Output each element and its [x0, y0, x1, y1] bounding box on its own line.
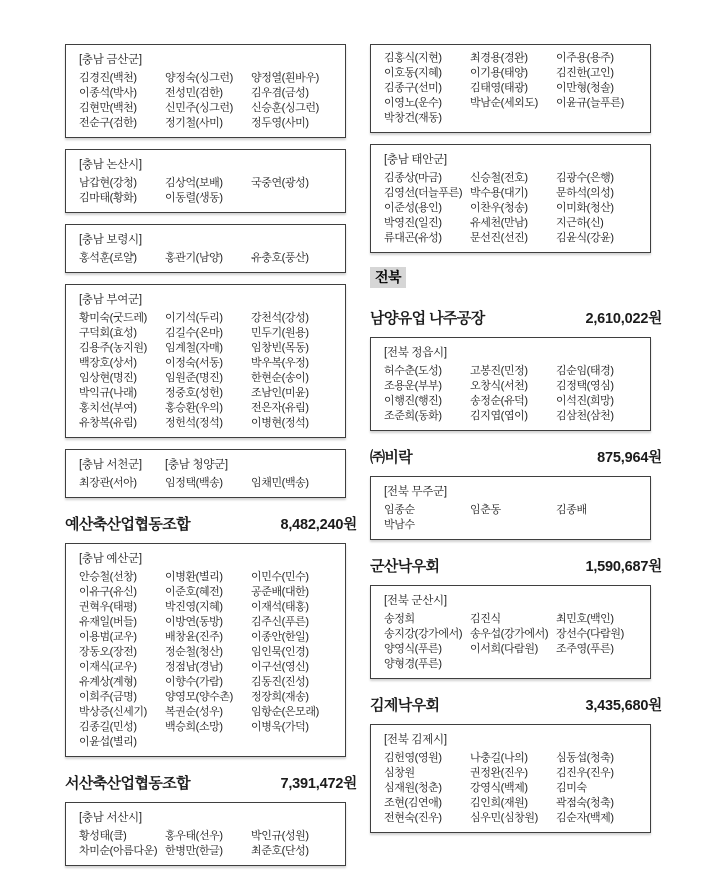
name-entry: 김진한(고인) — [556, 67, 614, 79]
name-entry: 임종순 — [384, 504, 415, 516]
org-amount: 875,964원 — [597, 450, 662, 466]
org-amount: 8,482,240원 — [280, 517, 357, 533]
name-row — [79, 341, 337, 356]
name-entry: 차미순(아름다운) — [79, 845, 158, 857]
name-entry: 박영진(일진) — [384, 217, 442, 229]
name-entry: 조용운(부부) — [384, 380, 442, 392]
name-row — [384, 642, 642, 657]
name-entry: 공준배(대한) — [251, 586, 309, 598]
region-box — [370, 476, 651, 540]
name-entry: 이서희(다람원) — [470, 643, 538, 655]
name-entry: 김헌영(영원) — [384, 752, 442, 764]
org-header — [370, 446, 662, 467]
name-entry: 이동렬(생동) — [165, 192, 223, 204]
name-entry: 이재석(태홍) — [251, 601, 309, 613]
org-name: 남양유업 나주공장 — [370, 310, 485, 327]
name-entry: 이용범(교우) — [79, 631, 137, 643]
name-row — [79, 615, 337, 630]
name-row — [79, 630, 337, 645]
name-row — [79, 326, 337, 341]
region-header-row — [79, 550, 337, 568]
region-header-row — [79, 156, 337, 174]
name-entry: 김종길(민성) — [79, 721, 137, 733]
name-row — [384, 394, 642, 409]
name-row — [384, 66, 642, 81]
region-header-row — [79, 809, 337, 827]
region-box — [370, 585, 651, 679]
name-row — [79, 476, 337, 491]
name-row — [384, 186, 642, 201]
name-entry: 김종상(마금) — [384, 172, 442, 184]
name-row — [79, 71, 337, 86]
name-entry: 심우민(심창원) — [470, 812, 538, 824]
name-row — [79, 600, 337, 615]
province-badge: 전북 — [370, 267, 406, 288]
region-label: [충남 금산군] — [79, 54, 142, 66]
name-row — [79, 386, 337, 401]
right-column — [370, 44, 662, 877]
name-entry: 이윤섭(별리) — [79, 736, 137, 748]
region-box — [370, 724, 651, 833]
name-entry: 박우복(우정) — [251, 357, 309, 369]
name-entry: 이정숙(서동) — [165, 357, 223, 369]
name-entry: 황미숙(굿드레) — [79, 312, 147, 324]
name-entry: 홍승환(우의) — [165, 402, 223, 414]
name-row — [79, 705, 337, 720]
name-entry: 김순자(백제) — [556, 812, 614, 824]
name-entry: 이민수(민수) — [251, 571, 309, 583]
name-entry: 김진식 — [470, 613, 501, 625]
name-entry: 김경진(백천) — [79, 72, 137, 84]
name-row — [384, 111, 642, 126]
name-entry: 이준성(용인) — [384, 202, 442, 214]
name-row — [79, 356, 337, 371]
name-row — [384, 657, 642, 672]
name-entry: 조주영(푸른) — [556, 643, 614, 655]
name-entry: 김인희(재원) — [470, 797, 528, 809]
org-name: 김제낙우회 — [370, 697, 440, 714]
name-entry: 정두영(사미) — [251, 117, 309, 129]
name-entry: 김홍식(지현) — [384, 52, 442, 64]
name-row — [79, 690, 337, 705]
name-entry: 김삼천(삼천) — [556, 410, 614, 422]
region-header-row — [79, 231, 337, 249]
name-entry: 국중연(광성) — [251, 177, 309, 189]
region-label: [충남 보령시] — [79, 234, 142, 246]
name-entry: 김현만(백천) — [79, 102, 137, 114]
name-entry: 박인규(성원) — [251, 830, 309, 842]
name-entry: 유창복(유림) — [79, 417, 137, 429]
name-entry: 신승철(전호) — [470, 172, 528, 184]
name-entry: 양정숙(싱그런) — [165, 72, 233, 84]
name-entry: 최경용(경완) — [470, 52, 528, 64]
name-entry: 홍석훈(로얄) — [79, 252, 137, 264]
name-entry: 김태영(태광) — [470, 82, 528, 94]
region-label: [전북 김제시] — [384, 734, 447, 746]
name-entry: 이기석(두리) — [165, 312, 223, 324]
name-entry: 임춘동 — [470, 504, 501, 516]
name-entry: 임계철(자매) — [165, 342, 223, 354]
name-entry: 박창건(재동) — [384, 112, 442, 124]
org-header — [65, 513, 357, 534]
region-header-row — [384, 592, 642, 610]
name-entry: 임원준(명진) — [165, 372, 223, 384]
name-row — [384, 766, 642, 781]
name-entry: 복권순(성우) — [165, 706, 223, 718]
name-entry: 배창윤(진주) — [165, 631, 223, 643]
region-label: [전북 군산시] — [384, 595, 447, 607]
name-entry: 송정희 — [384, 613, 415, 625]
name-entry: 정헌석(정석) — [165, 417, 223, 429]
name-entry: 박남수 — [384, 519, 415, 531]
region-label: [충남 청양군] — [165, 459, 228, 471]
name-row — [79, 660, 337, 675]
name-entry: 김주신(푸른) — [251, 616, 309, 628]
name-entry: 구덕회(효성) — [79, 327, 137, 339]
region-box — [65, 284, 346, 438]
name-entry: 이행진(행진) — [384, 395, 442, 407]
name-entry: 임상현(명진) — [79, 372, 137, 384]
name-row — [79, 645, 337, 660]
region-header-row — [79, 51, 337, 69]
region-label: [전북 무주군] — [384, 486, 447, 498]
name-entry: 양형경(푸른) — [384, 658, 442, 670]
name-row — [79, 86, 337, 101]
name-entry: 이영노(운수) — [384, 97, 442, 109]
region-box — [370, 337, 651, 431]
name-entry: 이주용(용주) — [556, 52, 614, 64]
name-entry: 심동섭(청축) — [556, 752, 614, 764]
name-entry: 장선수(다람원) — [556, 628, 624, 640]
name-entry: 이석진(희망) — [556, 395, 614, 407]
name-entry: 백승희(소망) — [165, 721, 223, 733]
name-entry: 고봉진(민정) — [470, 365, 528, 377]
name-entry: 정중호(성헌) — [165, 387, 223, 399]
name-entry: 남갑현(강청) — [79, 177, 137, 189]
name-entry: 권정완(진우) — [470, 767, 528, 779]
name-entry: 허수춘(도성) — [384, 365, 442, 377]
name-entry: 장동오(장전) — [79, 646, 137, 658]
region-label: [충남 태안군] — [384, 154, 447, 166]
name-entry: 박익규(나래) — [79, 387, 137, 399]
name-entry: 이향수(가람) — [165, 676, 223, 688]
name-entry: 민두기(원용) — [251, 327, 309, 339]
region-box — [65, 543, 346, 757]
org-header — [370, 307, 662, 328]
name-entry: 김미숙 — [556, 782, 587, 794]
name-entry: 박상증(신세기) — [79, 706, 147, 718]
name-entry: 김지엽(엽이) — [470, 410, 528, 422]
name-entry: 조남인(미윤) — [251, 387, 309, 399]
name-entry: 양영식(푸른) — [384, 643, 442, 655]
name-row — [79, 191, 337, 206]
name-entry: 조준희(동화) — [384, 410, 442, 422]
name-entry: 임항순(은모래) — [251, 706, 319, 718]
name-row — [384, 811, 642, 826]
name-entry: 박진영(지혜) — [165, 601, 223, 613]
name-entry: 임창빈(목동) — [251, 342, 309, 354]
region-header-row — [384, 344, 642, 362]
name-entry: 정장희(재송) — [251, 691, 309, 703]
name-row — [384, 379, 642, 394]
name-entry: 홍우태(선우) — [165, 830, 223, 842]
org-header — [370, 555, 662, 576]
name-entry: 심재원(청춘) — [384, 782, 442, 794]
name-row — [384, 96, 642, 111]
name-entry: 유계상(계형) — [79, 676, 137, 688]
name-row — [79, 101, 337, 116]
region-box — [65, 149, 346, 213]
name-entry: 이찬우(청송) — [470, 202, 528, 214]
name-row — [79, 735, 337, 750]
name-entry: 안승철(선창) — [79, 571, 137, 583]
name-row — [79, 176, 337, 191]
name-entry: 김정택(영심) — [556, 380, 614, 392]
name-row — [384, 364, 642, 379]
name-entry: 홍치선(부여) — [79, 402, 137, 414]
name-entry: 이만형(청솔) — [556, 82, 614, 94]
name-entry: 임인묵(인경) — [251, 646, 309, 658]
name-row — [384, 231, 642, 246]
org-header — [370, 694, 662, 715]
org-amount: 2,610,022원 — [585, 311, 662, 327]
name-entry: 문선진(선진) — [470, 232, 528, 244]
name-entry: 송지강(강가에서) — [384, 628, 463, 640]
name-entry: 김상억(보배) — [165, 177, 223, 189]
name-row — [384, 81, 642, 96]
name-row — [79, 116, 337, 131]
name-row — [79, 570, 337, 585]
org-amount: 7,391,472원 — [280, 776, 357, 792]
name-entry: 양정열(흰바우) — [251, 72, 319, 84]
region-box — [370, 44, 651, 133]
name-entry: 신민주(싱그런) — [165, 102, 233, 114]
name-entry: 유세천(만남) — [470, 217, 528, 229]
name-entry: 정기철(사미) — [165, 117, 223, 129]
name-entry: 이재식(교우) — [79, 661, 137, 673]
name-entry: 정점남(경남) — [165, 661, 223, 673]
name-entry: 황성태(클) — [79, 830, 127, 842]
name-entry: 류대곤(유성) — [384, 232, 442, 244]
name-entry: 정순철(청산) — [165, 646, 223, 658]
name-row — [384, 201, 642, 216]
name-entry: 이종석(박사) — [79, 87, 137, 99]
name-entry: 이희주(금명) — [79, 691, 137, 703]
region-label: [충남 논산시] — [79, 159, 142, 171]
region-header-row — [79, 291, 337, 309]
region-label: [충남 예산군] — [79, 553, 142, 565]
org-name: 군산낙우회 — [370, 558, 440, 575]
name-entry: 김영선(더늘푸른) — [384, 187, 463, 199]
name-entry: 김길수(온마) — [165, 327, 223, 339]
name-entry: 강천석(강성) — [251, 312, 309, 324]
name-row — [79, 675, 337, 690]
region-box — [65, 224, 346, 273]
name-entry: 이종안(한일) — [251, 631, 309, 643]
region-label: [충남 서천군] — [79, 459, 142, 471]
left-column — [65, 44, 357, 877]
name-entry: 홍관기(남양) — [165, 252, 223, 264]
name-row — [384, 216, 642, 231]
name-entry: 신승훈(싱그런) — [251, 102, 319, 114]
name-row — [79, 371, 337, 386]
name-entry: 이병욱(가덕) — [251, 721, 309, 733]
name-entry: 이미화(청산) — [556, 202, 614, 214]
org-amount: 1,590,687원 — [585, 559, 662, 575]
name-entry: 김종배 — [556, 504, 587, 516]
name-entry: 나충길(나의) — [470, 752, 528, 764]
name-entry: 송우섭(강가에서) — [470, 628, 549, 640]
name-entry: 이구선(영신) — [251, 661, 309, 673]
region-label: [충남 서산시] — [79, 812, 142, 824]
name-entry: 한현순(송이) — [251, 372, 309, 384]
region-header-row — [79, 456, 337, 474]
name-entry: 지근하(신) — [556, 217, 604, 229]
name-row — [384, 751, 642, 766]
name-entry: 박남순(세외도) — [470, 97, 538, 109]
name-entry: 전순구(검한) — [79, 117, 137, 129]
name-row — [384, 409, 642, 424]
region-label: [전북 정읍시] — [384, 347, 447, 359]
name-entry: 김진우(진우) — [556, 767, 614, 779]
name-row — [384, 171, 642, 186]
name-entry: 강영식(백제) — [470, 782, 528, 794]
name-entry: 이윤규(늘푸른) — [556, 97, 624, 109]
name-entry: 김윤식(강윤) — [556, 232, 614, 244]
name-entry: 백장호(상서) — [79, 357, 137, 369]
name-entry: 이유구(유신) — [79, 586, 137, 598]
name-entry: 곽점숙(청축) — [556, 797, 614, 809]
name-entry: 이병환(별리) — [165, 571, 223, 583]
name-entry: 양영모(양수촌) — [165, 691, 233, 703]
region-header-row — [384, 483, 642, 501]
name-entry: 문하석(의성) — [556, 187, 614, 199]
name-row — [79, 251, 337, 266]
name-entry: 이병현(정석) — [251, 417, 309, 429]
name-row — [79, 829, 337, 844]
name-entry: 오창식(서천) — [470, 380, 528, 392]
name-row — [384, 51, 642, 66]
name-entry: 유충호(풍산) — [251, 252, 309, 264]
name-row — [384, 518, 642, 533]
name-entry: 박수용(대기) — [470, 187, 528, 199]
region-box — [65, 44, 346, 138]
name-row — [79, 720, 337, 735]
org-name: 예산축산업협동조합 — [65, 516, 191, 533]
name-entry: 임채민(백송) — [251, 477, 309, 489]
name-row — [79, 311, 337, 326]
name-row — [384, 781, 642, 796]
name-row — [384, 612, 642, 627]
name-entry: 조현(김연애) — [384, 797, 442, 809]
name-entry: 최장관(서아) — [79, 477, 137, 489]
name-entry: 김순임(태경) — [556, 365, 614, 377]
region-header-row — [384, 731, 642, 749]
region-label: [충남 부여군] — [79, 294, 142, 306]
name-entry: 최준호(단성) — [251, 845, 309, 857]
org-amount: 3,435,680원 — [585, 698, 662, 714]
name-entry: 유재일(버들) — [79, 616, 137, 628]
name-entry: 이기용(태양) — [470, 67, 528, 79]
name-entry: 최민호(백인) — [556, 613, 614, 625]
name-entry: 송정순(유덕) — [470, 395, 528, 407]
name-entry: 이방연(동방) — [165, 616, 223, 628]
name-entry: 김용주(농지원) — [79, 342, 147, 354]
name-row — [384, 503, 642, 518]
org-header — [65, 772, 357, 793]
name-row — [79, 585, 337, 600]
region-box — [65, 802, 346, 866]
name-entry: 전은자(유림) — [251, 402, 309, 414]
name-entry: 권혁우(태평) — [79, 601, 137, 613]
name-entry: 김종구(선미) — [384, 82, 442, 94]
name-entry: 김마태(황화) — [79, 192, 137, 204]
name-entry: 이호동(지혜) — [384, 67, 442, 79]
name-entry: 김동진(진성) — [251, 676, 309, 688]
name-row — [384, 627, 642, 642]
region-header-row — [384, 151, 642, 169]
name-row — [384, 796, 642, 811]
org-name: 서산축산업협동조합 — [65, 775, 191, 792]
region-box — [65, 449, 346, 498]
org-name: ㈜비락 — [370, 449, 413, 466]
name-entry: 전성민(검한) — [165, 87, 223, 99]
name-entry: 전현숙(진우) — [384, 812, 442, 824]
name-entry: 김우겸(금성) — [251, 87, 309, 99]
name-entry: 이준호(혜전) — [165, 586, 223, 598]
name-entry: 심창원 — [384, 767, 415, 779]
name-entry: 김광수(은행) — [556, 172, 614, 184]
name-entry: 임정택(백송) — [165, 477, 223, 489]
region-box — [370, 144, 651, 253]
name-row — [79, 401, 337, 416]
name-entry: 한병만(한글) — [165, 845, 223, 857]
name-row — [79, 416, 337, 431]
